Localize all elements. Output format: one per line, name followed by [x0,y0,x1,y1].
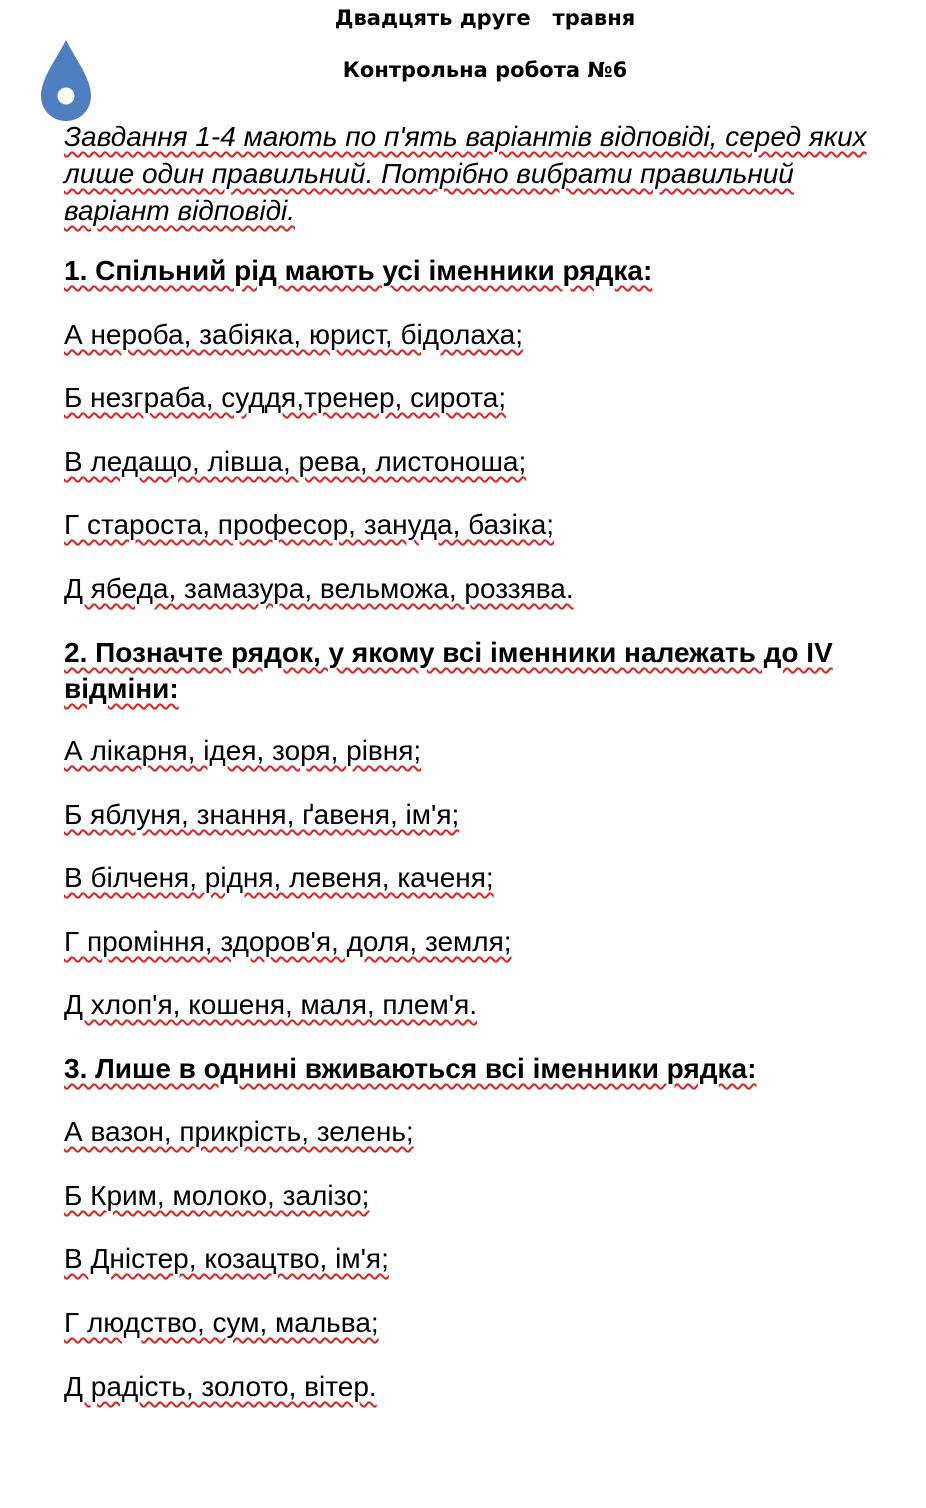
answer-option: А нероба, забіяка, юрист, бідолаха; [64,319,523,350]
answer-option: Б яблуня, знання, ґавеня, ім'я; [64,799,460,830]
test-title: Контрольна робота №6 [342,58,628,82]
answer-option: А вазон, прикрість, зелень; [64,1116,414,1147]
question-2: 2. Позначте рядок, у якому всі іменники належать до IV [64,637,833,668]
answer-option: Д ябеда, замазура, вельможа, роззява. [64,573,574,604]
answer-option: Б Крим, молоко, залізо; [64,1180,370,1211]
answer-option: Г людство, сум, мальва; [64,1307,379,1338]
answer-option: В Дністер, козацтво, ім'я; [64,1243,389,1274]
instructions-line: лише один правильний. Потрібно вибрати правильний [64,158,794,189]
question-1: 1. Спільний рід мають усі іменники рядка: [64,255,653,286]
date-heading: Двадцять друге травня [334,6,636,30]
answer-option: Г проміння, здоров'я, доля, земля; [64,926,512,957]
answer-option: Д радість, золото, вітер. [64,1371,377,1402]
answer-option: Б незграба, суддя,тренер, сирота; [64,382,507,413]
answer-option: В ледащо, лівша, рева, листоноша; [64,446,527,477]
water-drop-icon [38,38,94,124]
answer-option: Г староста, професор, зануда, базіка; [64,509,555,540]
instructions-line: Завдання 1-4 мають по п'ять варіантів відповіді, серед яких [64,121,867,152]
question-3: 3. Лише в однині вживаються всі іменники рядка: [64,1053,757,1084]
instructions [64,118,867,229]
question-2-continuation: відміни: [64,673,179,704]
answer-option: В білченя, рідня, левеня, каченя; [64,862,494,893]
answer-option: Д хлоп'я, кошеня, маля, плем'я. [64,989,478,1020]
answer-option: А лікарня, ідея, зоря, рівня; [64,735,422,766]
instructions-line: варіант відповіді. [64,195,296,226]
